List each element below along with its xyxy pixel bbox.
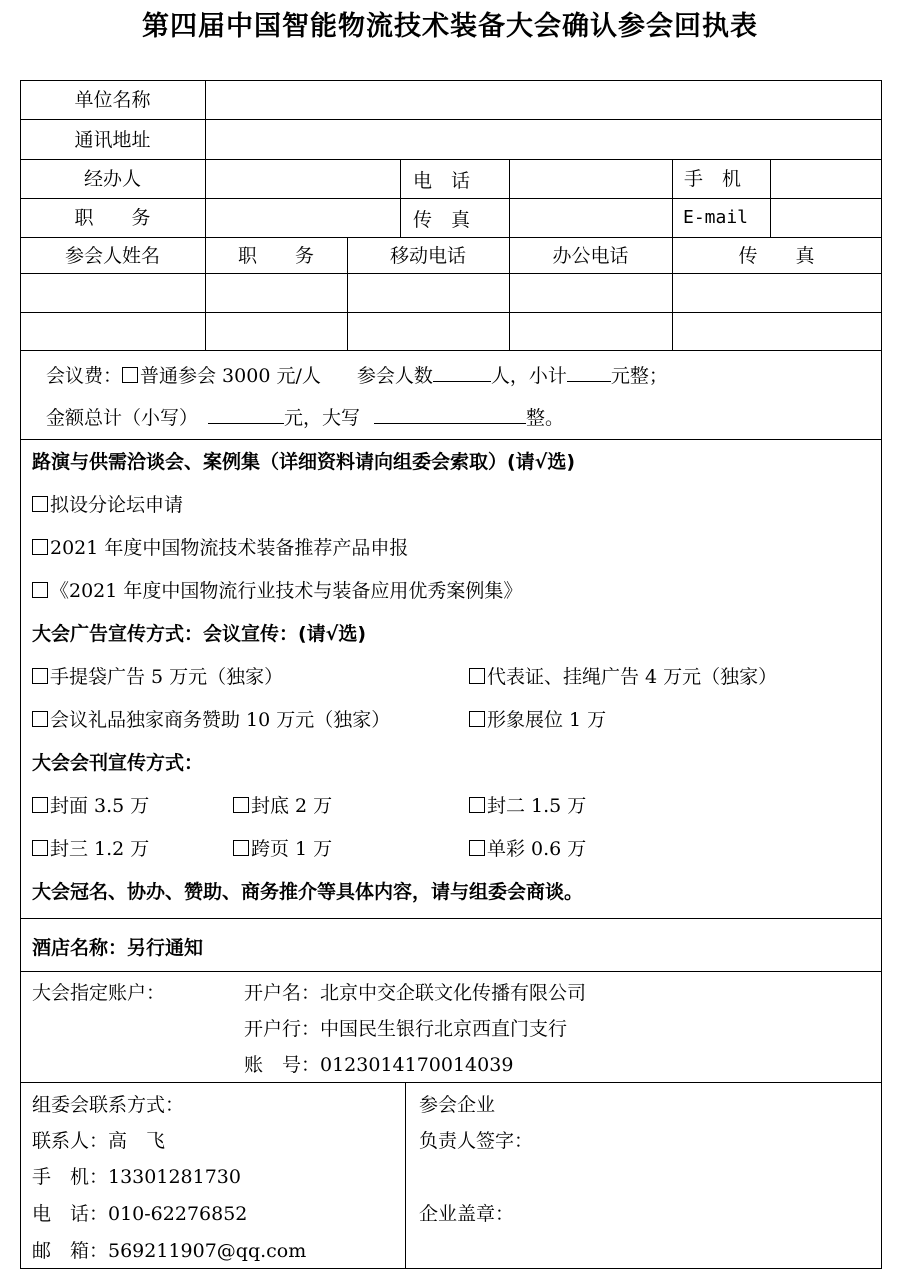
seal-label: 企业盖章： [419,1203,515,1225]
seal-area[interactable] [530,1190,870,1250]
ads-option-label: 代表证、挂绳广告 4 万元（独家） [487,666,778,688]
col-divider [405,1082,406,1268]
attendee-position-input[interactable] [207,275,346,311]
journal-option [469,795,586,817]
ads-option-label: 形象展位 1 万 [487,709,607,731]
ads-option [469,666,777,688]
col-divider [770,159,771,237]
ads-checkbox[interactable] [32,711,48,727]
attendee-fax-input[interactable] [674,275,880,311]
attendee-mobile-input[interactable] [349,314,508,349]
row-divider [20,312,882,313]
attendee-fax-input[interactable] [674,314,880,349]
journal-checkbox[interactable] [469,840,485,856]
roadshow-option-label: 拟设分论坛申请 [50,494,184,516]
journal-option [233,795,332,817]
attendee-count-blank[interactable] [433,363,491,382]
unit-name-field[interactable] [207,81,880,118]
handler-field[interactable] [207,160,399,197]
attendee-mobile-input[interactable] [349,275,508,311]
ads-option-label: 会议礼品独家商务赞助 10 万元（独家） [50,709,391,731]
subtotal-blank[interactable] [567,363,611,382]
attendee-name-input[interactable] [22,314,204,349]
journal-option-label: 跨页 1 万 [251,838,333,860]
journal-option [233,838,332,860]
attendee-header-mobile: 移动电话 [389,245,466,267]
mobile-label: 手 机 [684,168,742,190]
attendee-header-name: 参会人姓名 [64,245,160,267]
total-unit: 元，大写 [284,407,361,429]
address-field[interactable] [207,121,880,158]
mobile-field[interactable] [772,160,880,197]
total-upper-blank[interactable] [374,405,526,424]
col-divider [672,159,673,237]
email-label: E-mail [683,207,749,228]
roadshow-heading: 路演与供需洽谈会、案例集（详细资料请向组委会索取）(请√选) [32,451,576,473]
roadshow-checkbox[interactable] [32,496,48,512]
standard-fee-option: 普通参会 3000 元/人 [140,365,321,387]
roadshow-option-label: 《2021 年度中国物流行业技术与装备应用优秀案例集》 [50,580,523,602]
journal-option [469,838,586,860]
row-divider [20,198,882,199]
roadshow-option-label: 2021 年度中国物流技术装备推荐产品申报 [50,537,409,559]
roadshow-option [32,537,408,559]
attendee-office-phone-input[interactable] [511,275,671,311]
roadshow-option [32,494,183,516]
sponsor-note: 大会冠名、协办、赞助、商务推介等具体内容，请与组委会商谈。 [32,881,584,903]
ads-checkbox[interactable] [469,711,485,727]
company-label: 参会企业 [419,1094,496,1116]
attendee-office-phone-input[interactable] [511,314,671,349]
attendee-name-input[interactable] [22,275,204,311]
table-border-right [881,80,882,1268]
row-divider [20,273,882,274]
handler-label: 经办人 [83,168,141,190]
roadshow-checkbox[interactable] [32,539,48,555]
journal-checkbox[interactable] [233,840,249,856]
table-border-bottom [20,1268,882,1269]
row-divider [20,971,882,972]
journal-option-label: 封三 1.2 万 [50,838,150,860]
journal-option-label: 单彩 0.6 万 [487,838,587,860]
row-divider [20,918,882,919]
contact-email: 邮 箱：569211907@qq.com [32,1240,307,1262]
ads-option-label: 手提袋广告 5 万元（独家） [50,666,284,688]
journal-checkbox[interactable] [32,797,48,813]
total-suffix: 整。 [526,407,565,429]
account-label: 大会指定账户： [32,982,166,1004]
attendee-position-input[interactable] [207,314,346,349]
page-title: 第四届中国智能物流技术装备大会确认参会回执表 [142,11,758,42]
journal-option-label: 封底 2 万 [251,795,333,817]
fax-field[interactable] [511,200,671,236]
ads-option [469,709,606,731]
row-divider [20,119,882,120]
contact-heading: 组委会联系方式： [32,1094,185,1116]
contact-phone: 电 话：010-62276852 [32,1203,248,1225]
journal-checkbox[interactable] [233,797,249,813]
journal-checkbox[interactable] [32,840,48,856]
row-divider [20,1082,882,1083]
journal-heading: 大会会刊宣传方式： [32,752,204,774]
row-divider [20,350,882,351]
account-number: 账 号：0123014170014039 [244,1054,514,1076]
col-divider [205,80,206,237]
unit-name-label: 单位名称 [74,89,151,111]
attendee-header-office-phone: 办公电话 [552,245,629,267]
row-divider [20,159,882,160]
ads-option [32,666,283,688]
total-line [46,405,564,429]
address-label: 通讯地址 [74,129,151,151]
row-divider [20,237,882,238]
account-bank: 开户行：中国民生银行北京西直门支行 [244,1018,568,1040]
fax-label: 传 真 [413,209,471,231]
ads-heading: 大会广告宣传方式：会议宣传：(请√选) [32,623,367,645]
row-divider [20,439,882,440]
col-divider [509,159,510,237]
journal-option-label: 封二 1.5 万 [487,795,587,817]
subtotal-unit: 元整； [610,365,668,387]
hotel-info: 酒店名称：另行通知 [32,937,204,959]
signature-field[interactable] [560,1126,870,1156]
roadshow-option [32,580,522,602]
phone-label: 电 话 [413,170,471,192]
fee-prefix: 会议费： [46,365,123,387]
contact-person: 联系人：高 飞 [32,1130,166,1152]
account-name: 开户名：北京中交企联文化传播有限公司 [244,982,587,1004]
journal-option [32,838,149,860]
ads-checkbox[interactable] [32,668,48,684]
ads-checkbox[interactable] [469,668,485,684]
fee-line [46,363,668,387]
attendee-header-fax: 传 真 [738,245,815,267]
position-field[interactable] [207,200,399,236]
position-label: 职 务 [74,207,151,229]
journal-option [32,795,149,817]
signer-label: 负责人签字： [419,1130,534,1152]
attendee-count-unit: 人，小计 [490,365,567,387]
ads-option [32,709,390,731]
journal-checkbox[interactable] [469,797,485,813]
roadshow-checkbox[interactable] [32,582,48,598]
attendee-count-label: 参会人数 [356,365,433,387]
total-lower-blank[interactable] [208,405,284,424]
journal-option-label: 封面 3.5 万 [50,795,150,817]
email-field[interactable] [772,200,880,236]
standard-fee-checkbox[interactable] [122,367,138,383]
col-divider [400,159,401,237]
phone-field[interactable] [511,160,671,197]
contact-mobile: 手 机：13301281730 [32,1166,241,1188]
total-label: 金额总计（小写） [46,407,199,429]
attendee-header-position: 职 务 [237,245,314,267]
